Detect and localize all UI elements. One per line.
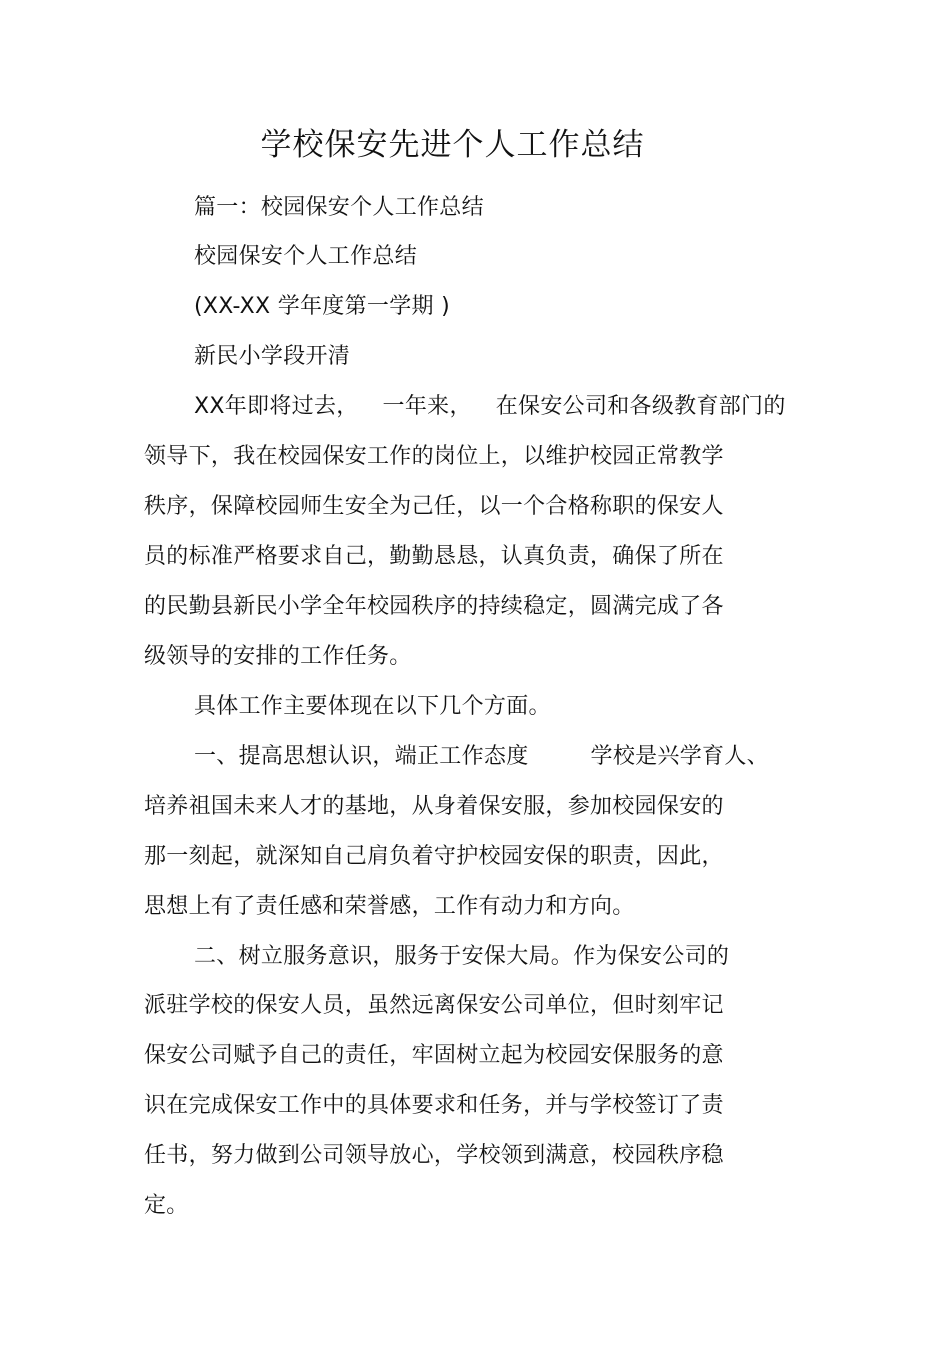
paragraph-1-first-line xyxy=(194,391,786,423)
paragraph-4-line: 派驻学校的保安人员，虽然远离保安公司单位，但时刻牢记 xyxy=(144,993,724,1018)
paragraph-3-line: 培养祖国未来人才的基地，从身着保安服，参加校园保安的 xyxy=(144,794,724,819)
paragraph-1-segment-3: 在保安公司和各级教育部门的 xyxy=(495,394,786,419)
paragraph-4-line: 定。 xyxy=(144,1193,189,1218)
paragraph-1-segment-1: XX年即将过去， xyxy=(194,394,359,419)
document-title: 学校保安先进个人工作总结 xyxy=(260,127,645,163)
paragraph-3-first-line xyxy=(194,741,769,773)
paragraph-2: 具体工作主要体现在以下几个方面。 xyxy=(194,694,551,719)
term-line: (XX-XX 学年度第一学期 ) xyxy=(194,294,450,319)
paragraph-4-line: 任书，努力做到公司领导放心，学校领到满意，校园秩序稳 xyxy=(144,1143,724,1168)
paragraph-1-line: 级领导的安排的工作任务。 xyxy=(144,644,412,669)
paragraph-4-line: 识在完成保安工作中的具体要求和任务，并与学校签订了责 xyxy=(144,1093,724,1118)
subtitle: 校园保安个人工作总结 xyxy=(194,244,418,269)
paragraph-1-line: 的民勤县新民小学全年校园秩序的持续稳定，圆满完成了各 xyxy=(144,594,724,619)
paragraph-1-line: 秩序，保障校园师生安全为己任，以一个合格称职的保安人 xyxy=(144,494,724,519)
paragraph-1-segment-2: 一年来， xyxy=(382,394,472,419)
paragraph-4-line: 保安公司赋予自己的责任，牢固树立起为校园安保服务的意 xyxy=(144,1043,724,1068)
paragraph-3-line: 那一刻起，就深知自己肩负着守护校园安保的职责，因此， xyxy=(144,844,724,869)
author-line: 新民小学段开清 xyxy=(194,344,351,369)
paragraph-3-line: 思想上有了责任感和荣誉感，工作有动力和方向。 xyxy=(144,894,635,919)
section-heading: 篇一：校园保安个人工作总结 xyxy=(194,195,484,220)
paragraph-3-segment: 学校是兴学育人、 xyxy=(590,744,769,769)
paragraph-4-first-line: 二、树立服务意识，服务于安保大局。作为保安公司的 xyxy=(194,944,730,969)
paragraph-1-line: 员的标准严格要求自己，勤勤恳恳，认真负责，确保了所在 xyxy=(144,544,724,569)
paragraph-1-line: 领导下，我在校园保安工作的岗位上，以维护校园正常教学 xyxy=(144,444,724,469)
paragraph-3-heading: 一、提高思想认识，端正工作态度 xyxy=(194,744,529,769)
